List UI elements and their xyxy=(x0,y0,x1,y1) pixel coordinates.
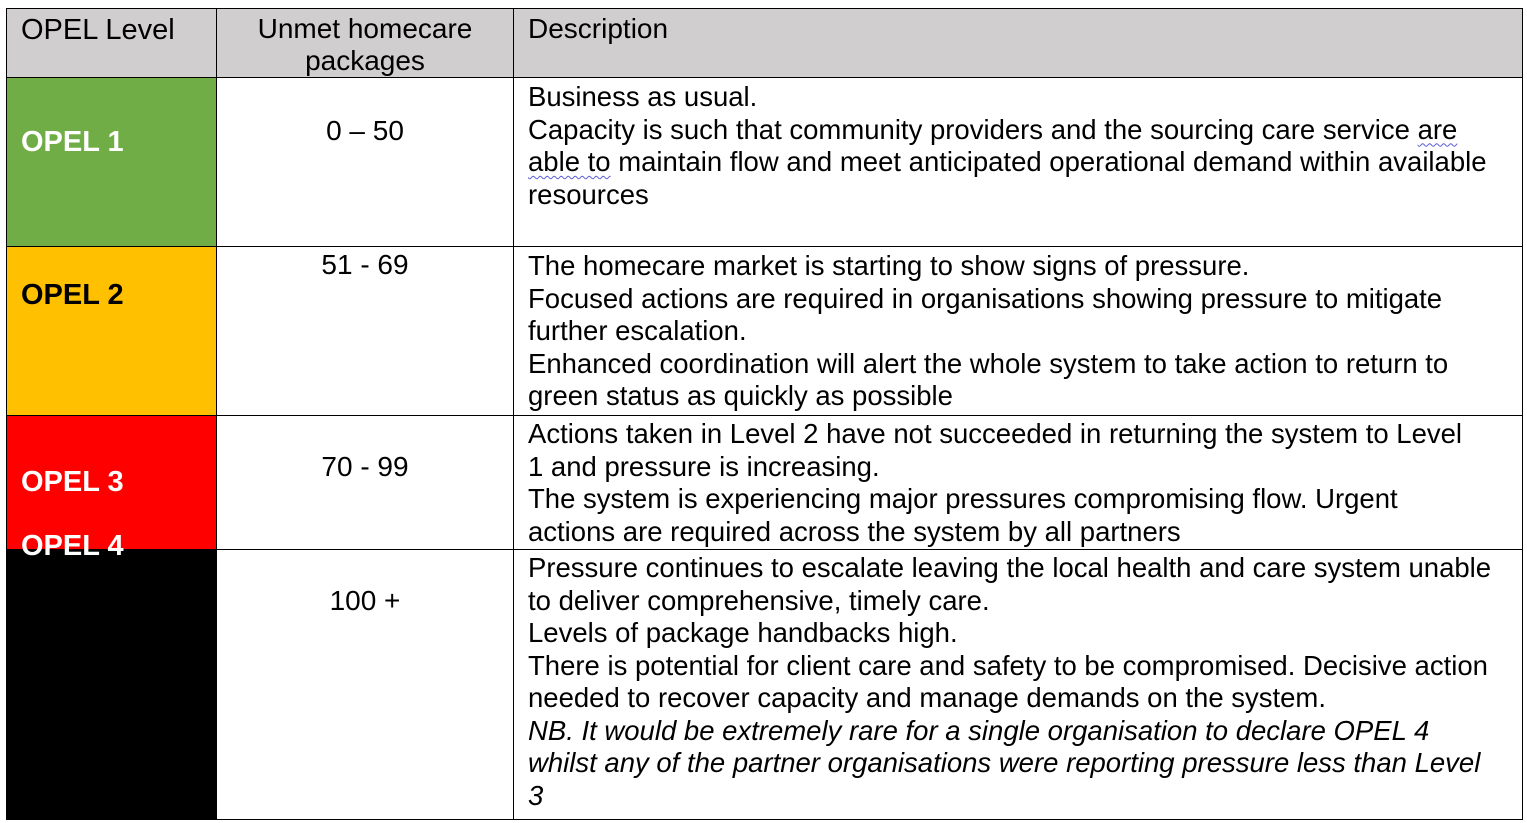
description-line: Business as usual. xyxy=(528,81,758,112)
level-label: OPEL 1 xyxy=(21,126,124,158)
unmet-cell: 100 + xyxy=(217,550,514,820)
level-cell-opel-1 xyxy=(7,78,217,247)
description-cell xyxy=(514,247,1523,416)
description-text: maintain flow and meet anticipated operational demand within available resources xyxy=(528,146,1487,210)
description-cell xyxy=(514,550,1523,820)
table-row-opel-4 xyxy=(7,550,1523,820)
level-label: OPEL 2 xyxy=(21,279,124,311)
table-row-opel-3 xyxy=(7,416,1523,550)
level-cell-opel-2 xyxy=(7,247,217,416)
description-line: Focused actions are required in organisations showing pressure to mitigate further escalation. xyxy=(528,282,1443,346)
description-cell xyxy=(514,78,1523,247)
description-line: Actions taken in Level 2 have not succeeded in returning the system to Level 1 and pressure is increasing. xyxy=(528,418,1463,482)
description-text: Capacity is such that community providers and the sourcing care service xyxy=(528,113,1410,145)
header-opel-level: OPEL Level xyxy=(7,9,217,78)
header-unmet-packages: Unmet homecare packages xyxy=(217,9,514,78)
header-description: Description xyxy=(514,9,1523,78)
spellcheck-marked-text: are able to xyxy=(528,113,1458,177)
opel-levels-table xyxy=(6,8,1523,820)
table-row-opel-2 xyxy=(7,247,1523,416)
unmet-cell: 0 – 50 xyxy=(217,78,514,247)
header-row xyxy=(7,9,1523,78)
table-row-opel-1 xyxy=(7,78,1523,247)
level-label: OPEL 4 xyxy=(21,529,124,562)
unmet-cell: 70 - 99 xyxy=(217,416,514,550)
unmet-cell: 51 - 69 xyxy=(217,247,514,416)
description-line: Pressure continues to escalate leaving the local health and care system unable to deliver comprehensive, timely care. xyxy=(528,552,1492,616)
level-cell-opel-4 xyxy=(7,529,217,820)
description-line: There is potential for client care and safety to be compromised. Decisive action needed to recover capacity and manage demands on the system. xyxy=(528,649,1488,713)
description-note: NB. It would be extremely rare for a single organisation to declare OPEL 4 whilst any of the partner organisations were reporting pressure less than Level 3 xyxy=(528,714,1481,811)
description-cell xyxy=(514,416,1523,550)
description-line xyxy=(528,114,1502,212)
description-line: Enhanced coordination will alert the whole system to take action to return to green status as quickly as possible xyxy=(528,347,1449,411)
description-line: The system is experiencing major pressures compromising flow. Urgent actions are required across the system by all partners xyxy=(528,483,1398,547)
level-label: OPEL 3 xyxy=(21,466,124,498)
description-line: The homecare market is starting to show signs of pressure. xyxy=(528,250,1250,281)
description-line: Levels of package handbacks high. xyxy=(528,617,958,648)
